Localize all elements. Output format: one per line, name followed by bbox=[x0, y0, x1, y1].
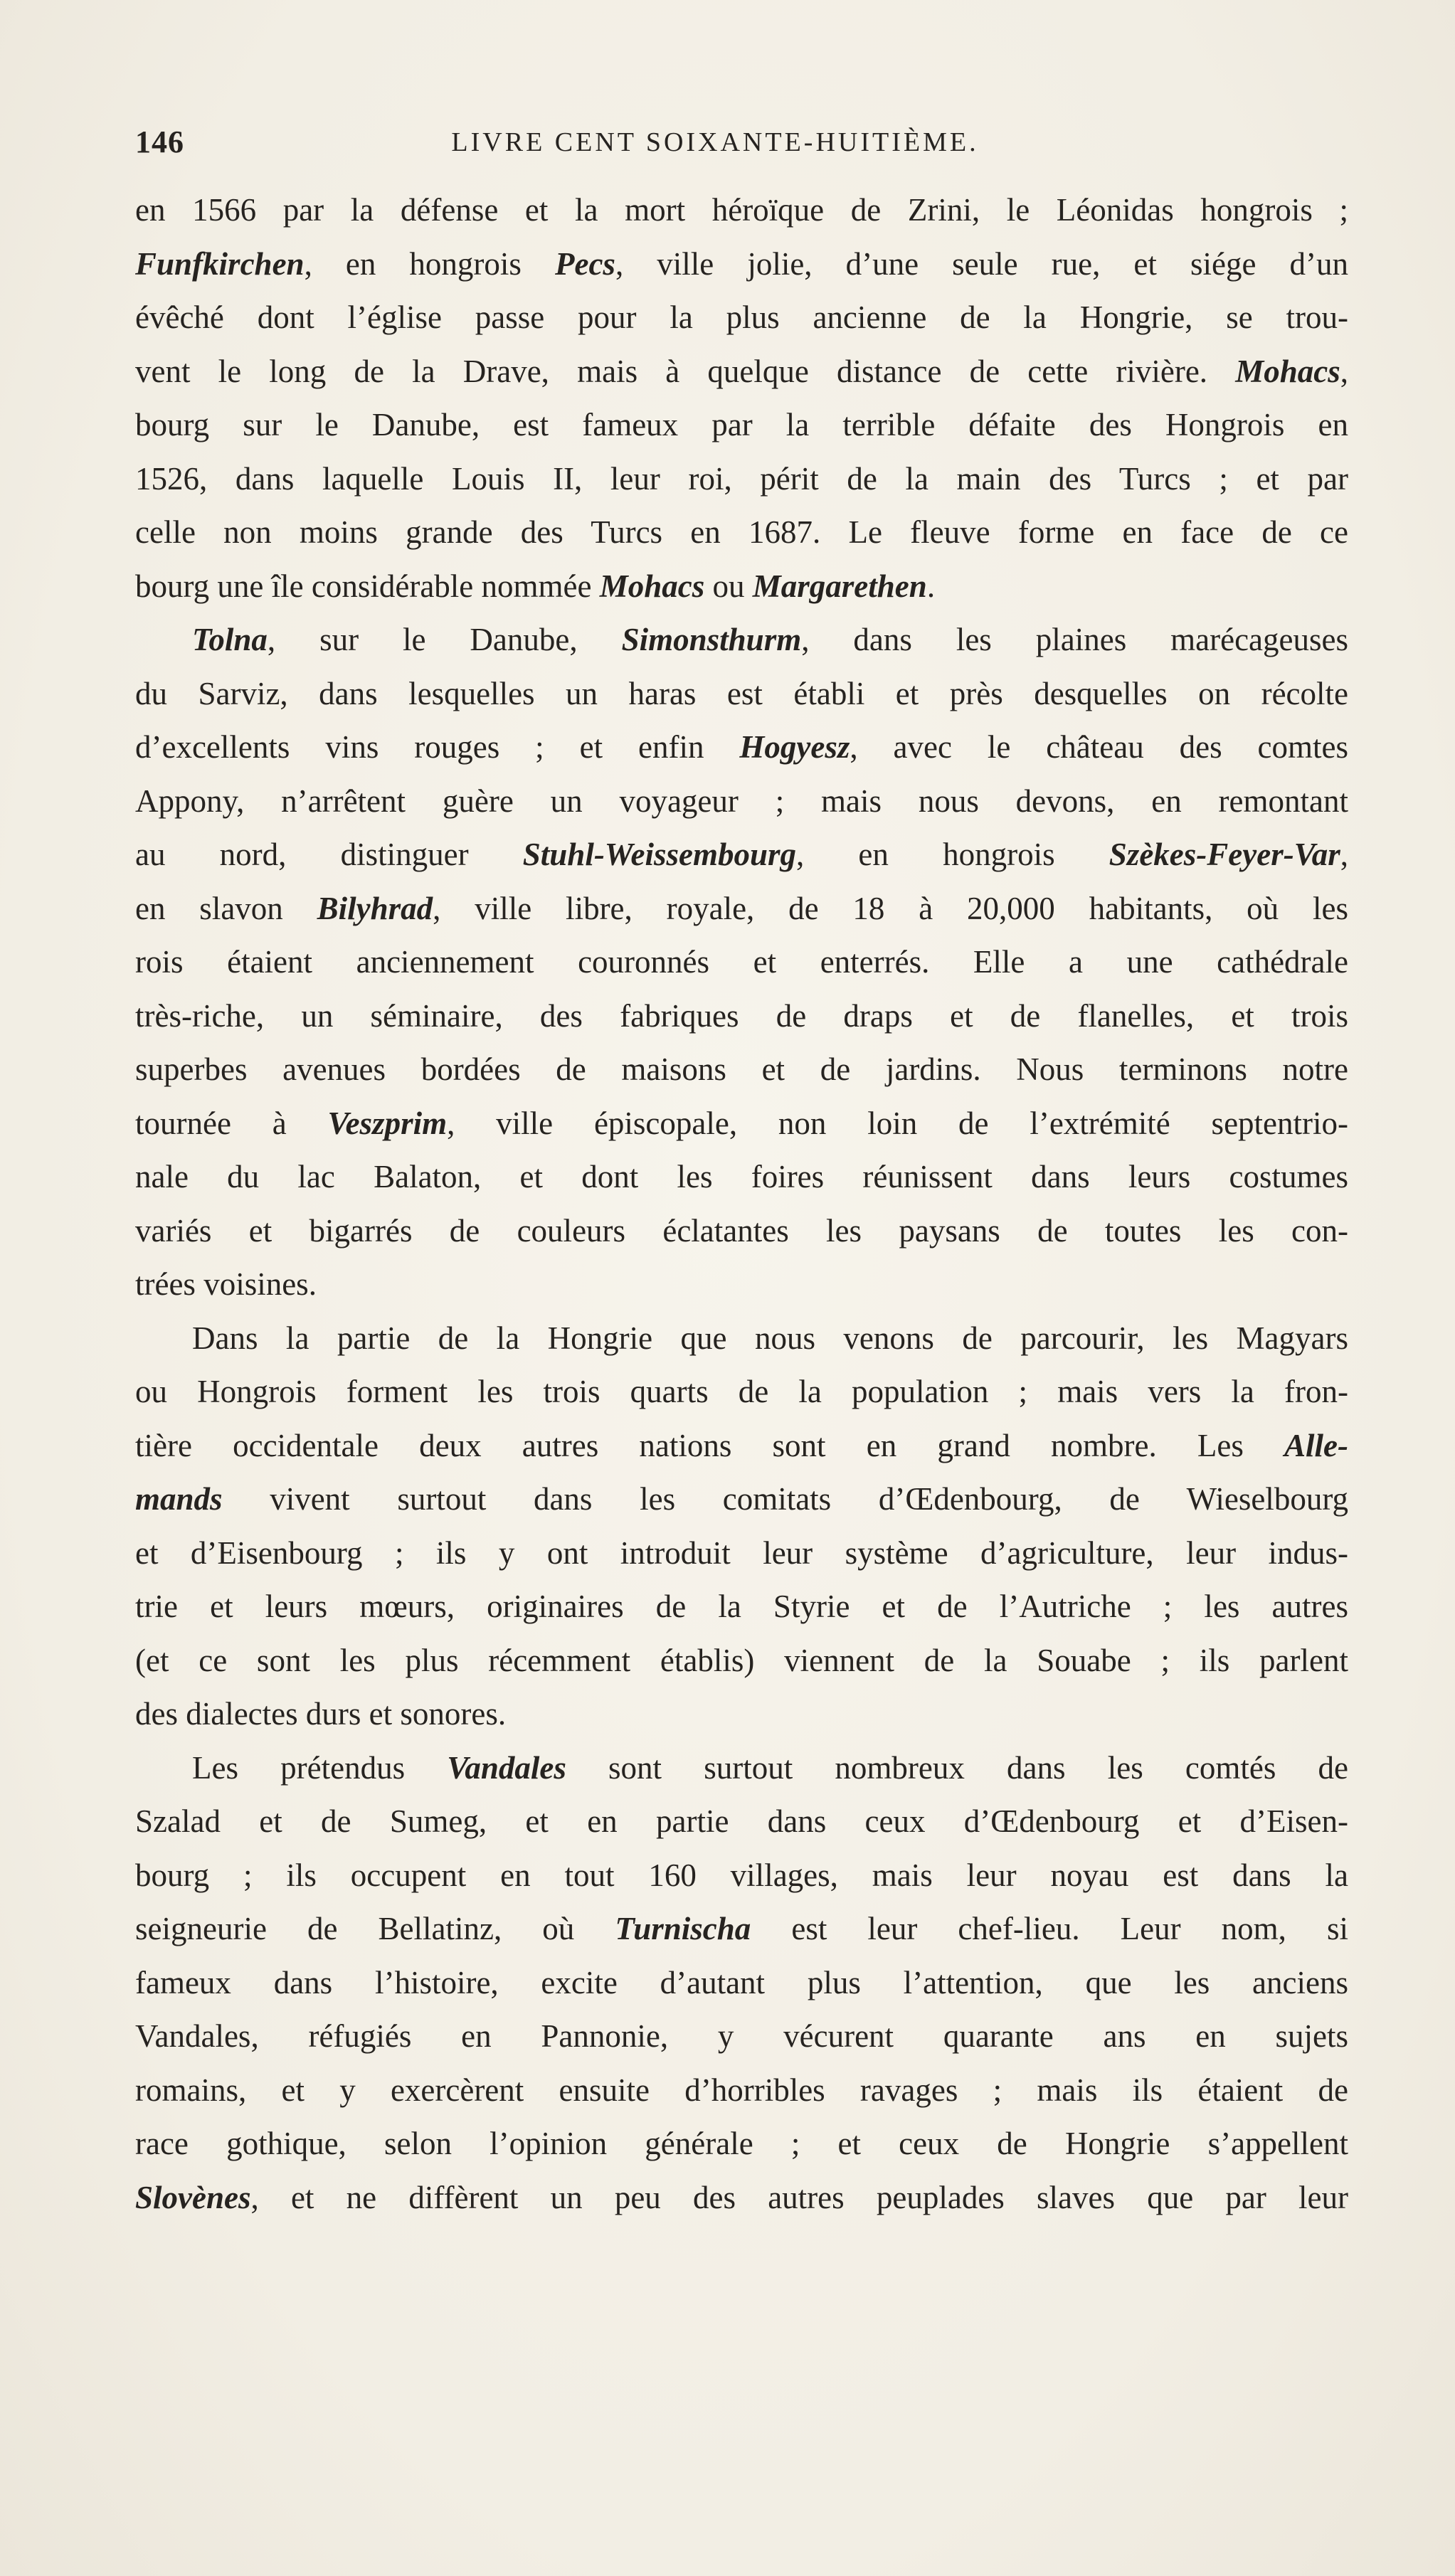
text-line bbox=[135, 1419, 1348, 1473]
text-line bbox=[135, 2010, 1348, 2064]
italic-term: Hogyesz bbox=[739, 729, 850, 765]
text-run: rois étaient anciennement couronnés et enterrés. Elle a une cathédrale bbox=[135, 944, 1348, 980]
text-run: , avec le château des comtes bbox=[850, 729, 1348, 765]
text-run: Les prétendus bbox=[192, 1749, 448, 1786]
text-run: très-riche, un séminaire, des fabriques de draps et de flanelles, et trois bbox=[135, 997, 1348, 1034]
text-run: , ville épiscopale, non loin de l’extrémité septentrio- bbox=[447, 1105, 1348, 1141]
text-line bbox=[135, 1849, 1348, 1903]
text-run: , dans les plaines marécageuses bbox=[801, 622, 1348, 657]
italic-term: Simonsthurm bbox=[621, 622, 802, 657]
text-line bbox=[135, 2171, 1348, 2225]
italic-term: Veszprim bbox=[327, 1105, 448, 1141]
text-run: bourg une île considérable nommée bbox=[135, 568, 600, 604]
text-run: trées voisines. bbox=[135, 1266, 317, 1302]
text-run: , ville libre, royale, de 18 à 20,000 habitants, où les bbox=[433, 890, 1348, 926]
text-run: Dans la partie de la Hongrie que nous venons de parcourir, les Magyars bbox=[192, 1320, 1348, 1356]
text-line bbox=[135, 990, 1348, 1044]
text-run: , en hongrois bbox=[304, 245, 555, 282]
text-run: 1526, dans laquelle Louis II, leur roi, périt de la main des Turcs ; et par bbox=[135, 460, 1348, 497]
text-run: vivent surtout dans les comitats d’Œdenbourg, de Wieselbourg bbox=[222, 1481, 1348, 1517]
text-line bbox=[135, 291, 1348, 345]
text-run: romains, et y exercèrent ensuite d’horribles ravages ; mais ils étaient de bbox=[135, 2072, 1348, 2108]
italic-term: Slovènes bbox=[135, 2179, 251, 2215]
italic-term: Tolna bbox=[192, 622, 268, 657]
text-run: , bbox=[1340, 837, 1348, 872]
text-run: des dialectes durs et sonores. bbox=[135, 1696, 507, 1732]
text-line bbox=[135, 2117, 1348, 2171]
text-line bbox=[135, 345, 1348, 399]
text-run: du Sarviz, dans lesquelles un haras est établi et près desquelles on récolte bbox=[135, 675, 1348, 711]
text-run: est leur chef-lieu. Leur nom, si bbox=[751, 1911, 1349, 1946]
text-run: fameux dans l’histoire, excite d’autant plus l’attention, que les anciens bbox=[135, 1964, 1348, 2000]
text-line bbox=[135, 1634, 1348, 1688]
text-run: (et ce sont les plus récemment établis) viennent de la Souabe ; ils parlent bbox=[135, 1642, 1348, 1678]
text-run: ou Hongrois forment les trois quarts de la population ; mais vers la fron- bbox=[135, 1374, 1348, 1409]
italic-term: Bilyhrad bbox=[317, 890, 433, 926]
text-run: , sur le Danube, bbox=[267, 622, 622, 657]
text-run: et d’Eisenbourg ; ils y ont introduit leur système d’agriculture, leur indus- bbox=[135, 1535, 1348, 1571]
text-run: bourg ; ils occupent en tout 160 villages, mais leur noyau est dans la bbox=[135, 1857, 1348, 1893]
text-run: , en hongrois bbox=[796, 837, 1109, 872]
text-run: nale du lac Balaton, et dont les foires réunissent dans leurs costumes bbox=[135, 1159, 1348, 1194]
text-line bbox=[135, 613, 1348, 667]
running-title: LIVRE CENT SOIXANTE-HUITIÈME. bbox=[451, 127, 979, 157]
text-line bbox=[135, 1097, 1348, 1151]
text-line bbox=[135, 506, 1348, 560]
text-line bbox=[135, 452, 1348, 507]
italic-term: Vandales bbox=[447, 1749, 566, 1786]
text-run: race gothique, selon l’opinion générale ; et ceux de Hongrie s’appellent bbox=[135, 2126, 1348, 2161]
text-run: , bbox=[1340, 353, 1348, 389]
text-run: en 1566 par la défense et la mort héroïque de Zrini, le Léonidas hongrois ; bbox=[135, 192, 1348, 228]
text-run: Szalad et de Sumeg, et en partie dans ceux d’Œdenbourg et d’Eisen- bbox=[135, 1803, 1348, 1839]
text-line bbox=[135, 1580, 1348, 1634]
italic-term: Stuhl-Weissembourg bbox=[522, 837, 796, 872]
text-line bbox=[135, 882, 1348, 936]
text-line bbox=[135, 1742, 1348, 1796]
italic-term: Mohacs bbox=[599, 568, 705, 604]
text-run: au nord, distinguer bbox=[135, 837, 523, 872]
italic-term: Margarethen bbox=[752, 568, 927, 604]
text-line bbox=[135, 1204, 1348, 1258]
text-line bbox=[135, 1687, 1348, 1742]
text-run: celle non moins grande des Turcs en 1687. Le fleuve forme en face de ce bbox=[135, 514, 1348, 550]
text-line bbox=[135, 1043, 1348, 1097]
text-run: , ville jolie, d’une seule rue, et siége d’un bbox=[615, 245, 1348, 282]
body-text bbox=[135, 184, 1348, 2225]
text-run: vent le long de la Drave, mais à quelque distance de cette rivière. bbox=[135, 353, 1236, 389]
text-run: , et ne diffèrent un peu des autres peuplades slaves que par leur bbox=[250, 2179, 1348, 2215]
text-run: variés et bigarrés de couleurs éclatantes les paysans de toutes les con- bbox=[135, 1212, 1348, 1249]
text-line bbox=[135, 1150, 1348, 1204]
text-line bbox=[135, 1365, 1348, 1419]
italic-term: mands bbox=[135, 1481, 223, 1517]
text-run: Vandales, réfugiés en Pannonie, y vécurent quarante ans en sujets bbox=[135, 2018, 1348, 2054]
text-line bbox=[135, 1795, 1348, 1849]
text-line bbox=[135, 1902, 1348, 1956]
text-line bbox=[135, 238, 1348, 292]
text-line bbox=[135, 560, 1348, 614]
italic-term: Alle- bbox=[1284, 1427, 1348, 1463]
text-line bbox=[135, 398, 1348, 452]
italic-term: Szèkes-Feyer-Var bbox=[1109, 837, 1340, 872]
italic-term: Mohacs bbox=[1235, 353, 1340, 389]
italic-term: Pecs bbox=[555, 245, 615, 282]
text-run: trie et leurs mœurs, originaires de la Styrie et de l’Autriche ; les autres bbox=[135, 1589, 1348, 1624]
text-run: seigneurie de Bellatinz, où bbox=[135, 1911, 615, 1946]
italic-term: Turnischa bbox=[615, 1911, 751, 1946]
text-line bbox=[135, 1527, 1348, 1581]
italic-term: Funfkirchen bbox=[135, 245, 305, 282]
text-run: superbes avenues bordées de maisons et de jardins. Nous terminons notre bbox=[135, 1051, 1348, 1087]
text-run: tournée à bbox=[135, 1105, 328, 1141]
text-line bbox=[135, 935, 1348, 990]
text-run: évêché dont l’église passe pour la plus ancienne de la Hongrie, se trou- bbox=[135, 300, 1348, 335]
page-number: 146 bbox=[135, 124, 184, 159]
text-line bbox=[135, 1258, 1348, 1312]
page-header bbox=[135, 120, 1345, 162]
text-line bbox=[135, 667, 1348, 721]
text-run: tière occidentale deux autres nations sont en grand nombre. Les bbox=[135, 1427, 1285, 1463]
text-line bbox=[135, 721, 1348, 775]
text-run: d’excellents vins rouges ; et enfin bbox=[135, 729, 740, 765]
text-line bbox=[135, 775, 1348, 829]
text-run: en slavon bbox=[135, 890, 317, 926]
text-run: . bbox=[926, 568, 936, 604]
text-line bbox=[135, 1473, 1348, 1527]
text-line bbox=[135, 828, 1348, 882]
text-run: Appony, n’arrêtent guère un voyageur ; mais nous devons, en remontant bbox=[135, 783, 1348, 819]
text-line bbox=[135, 2064, 1348, 2118]
text-run: bourg sur le Danube, est fameux par la terrible défaite des Hongrois en bbox=[135, 407, 1348, 442]
text-line bbox=[135, 184, 1348, 238]
text-line bbox=[135, 1956, 1348, 2010]
text-line bbox=[135, 1312, 1348, 1366]
text-run: ou bbox=[704, 568, 753, 604]
text-run: sont surtout nombreux dans les comtés de bbox=[566, 1749, 1349, 1786]
